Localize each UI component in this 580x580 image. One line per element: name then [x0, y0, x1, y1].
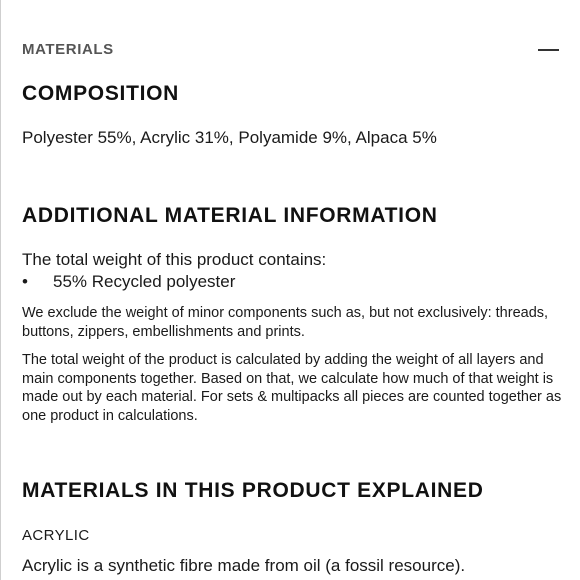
bullet-icon: • [22, 272, 28, 291]
material-name-acrylic: ACRYLIC [22, 527, 90, 544]
recycled-content-text: 55% Recycled polyester [53, 272, 236, 291]
materials-explained-heading: MATERIALS IN THIS PRODUCT EXPLAINED [22, 479, 484, 502]
material-description-acrylic: Acrylic is a synthetic fibre made from oil (a fossil resource). [22, 556, 466, 575]
composition-text: Polyester 55%, Acrylic 31%, Polyamide 9%, Alpaca 5% [22, 128, 437, 147]
panel-left-border [0, 0, 1, 580]
materials-section-title: MATERIALS [22, 41, 114, 58]
minus-icon [538, 49, 559, 51]
list-item [22, 272, 235, 292]
calculation-note: The total weight of the product is calculated by adding the weight of all layers and main components together. Based on that, we calculate how much of that weight is made out by each material. For sets & multipacks all pieces are counted together as one product in calculations. [22, 352, 562, 424]
collapse-button[interactable] [538, 40, 560, 60]
additional-info-heading: ADDITIONAL MATERIAL INFORMATION [22, 204, 438, 227]
exclusion-note: We exclude the weight of minor components such as, but not exclusively: threads, buttons, zippers, embellishments and prints. [22, 305, 549, 340]
weight-intro-text: The total weight of this product contains: [22, 250, 327, 269]
composition-heading: COMPOSITION [22, 82, 180, 105]
